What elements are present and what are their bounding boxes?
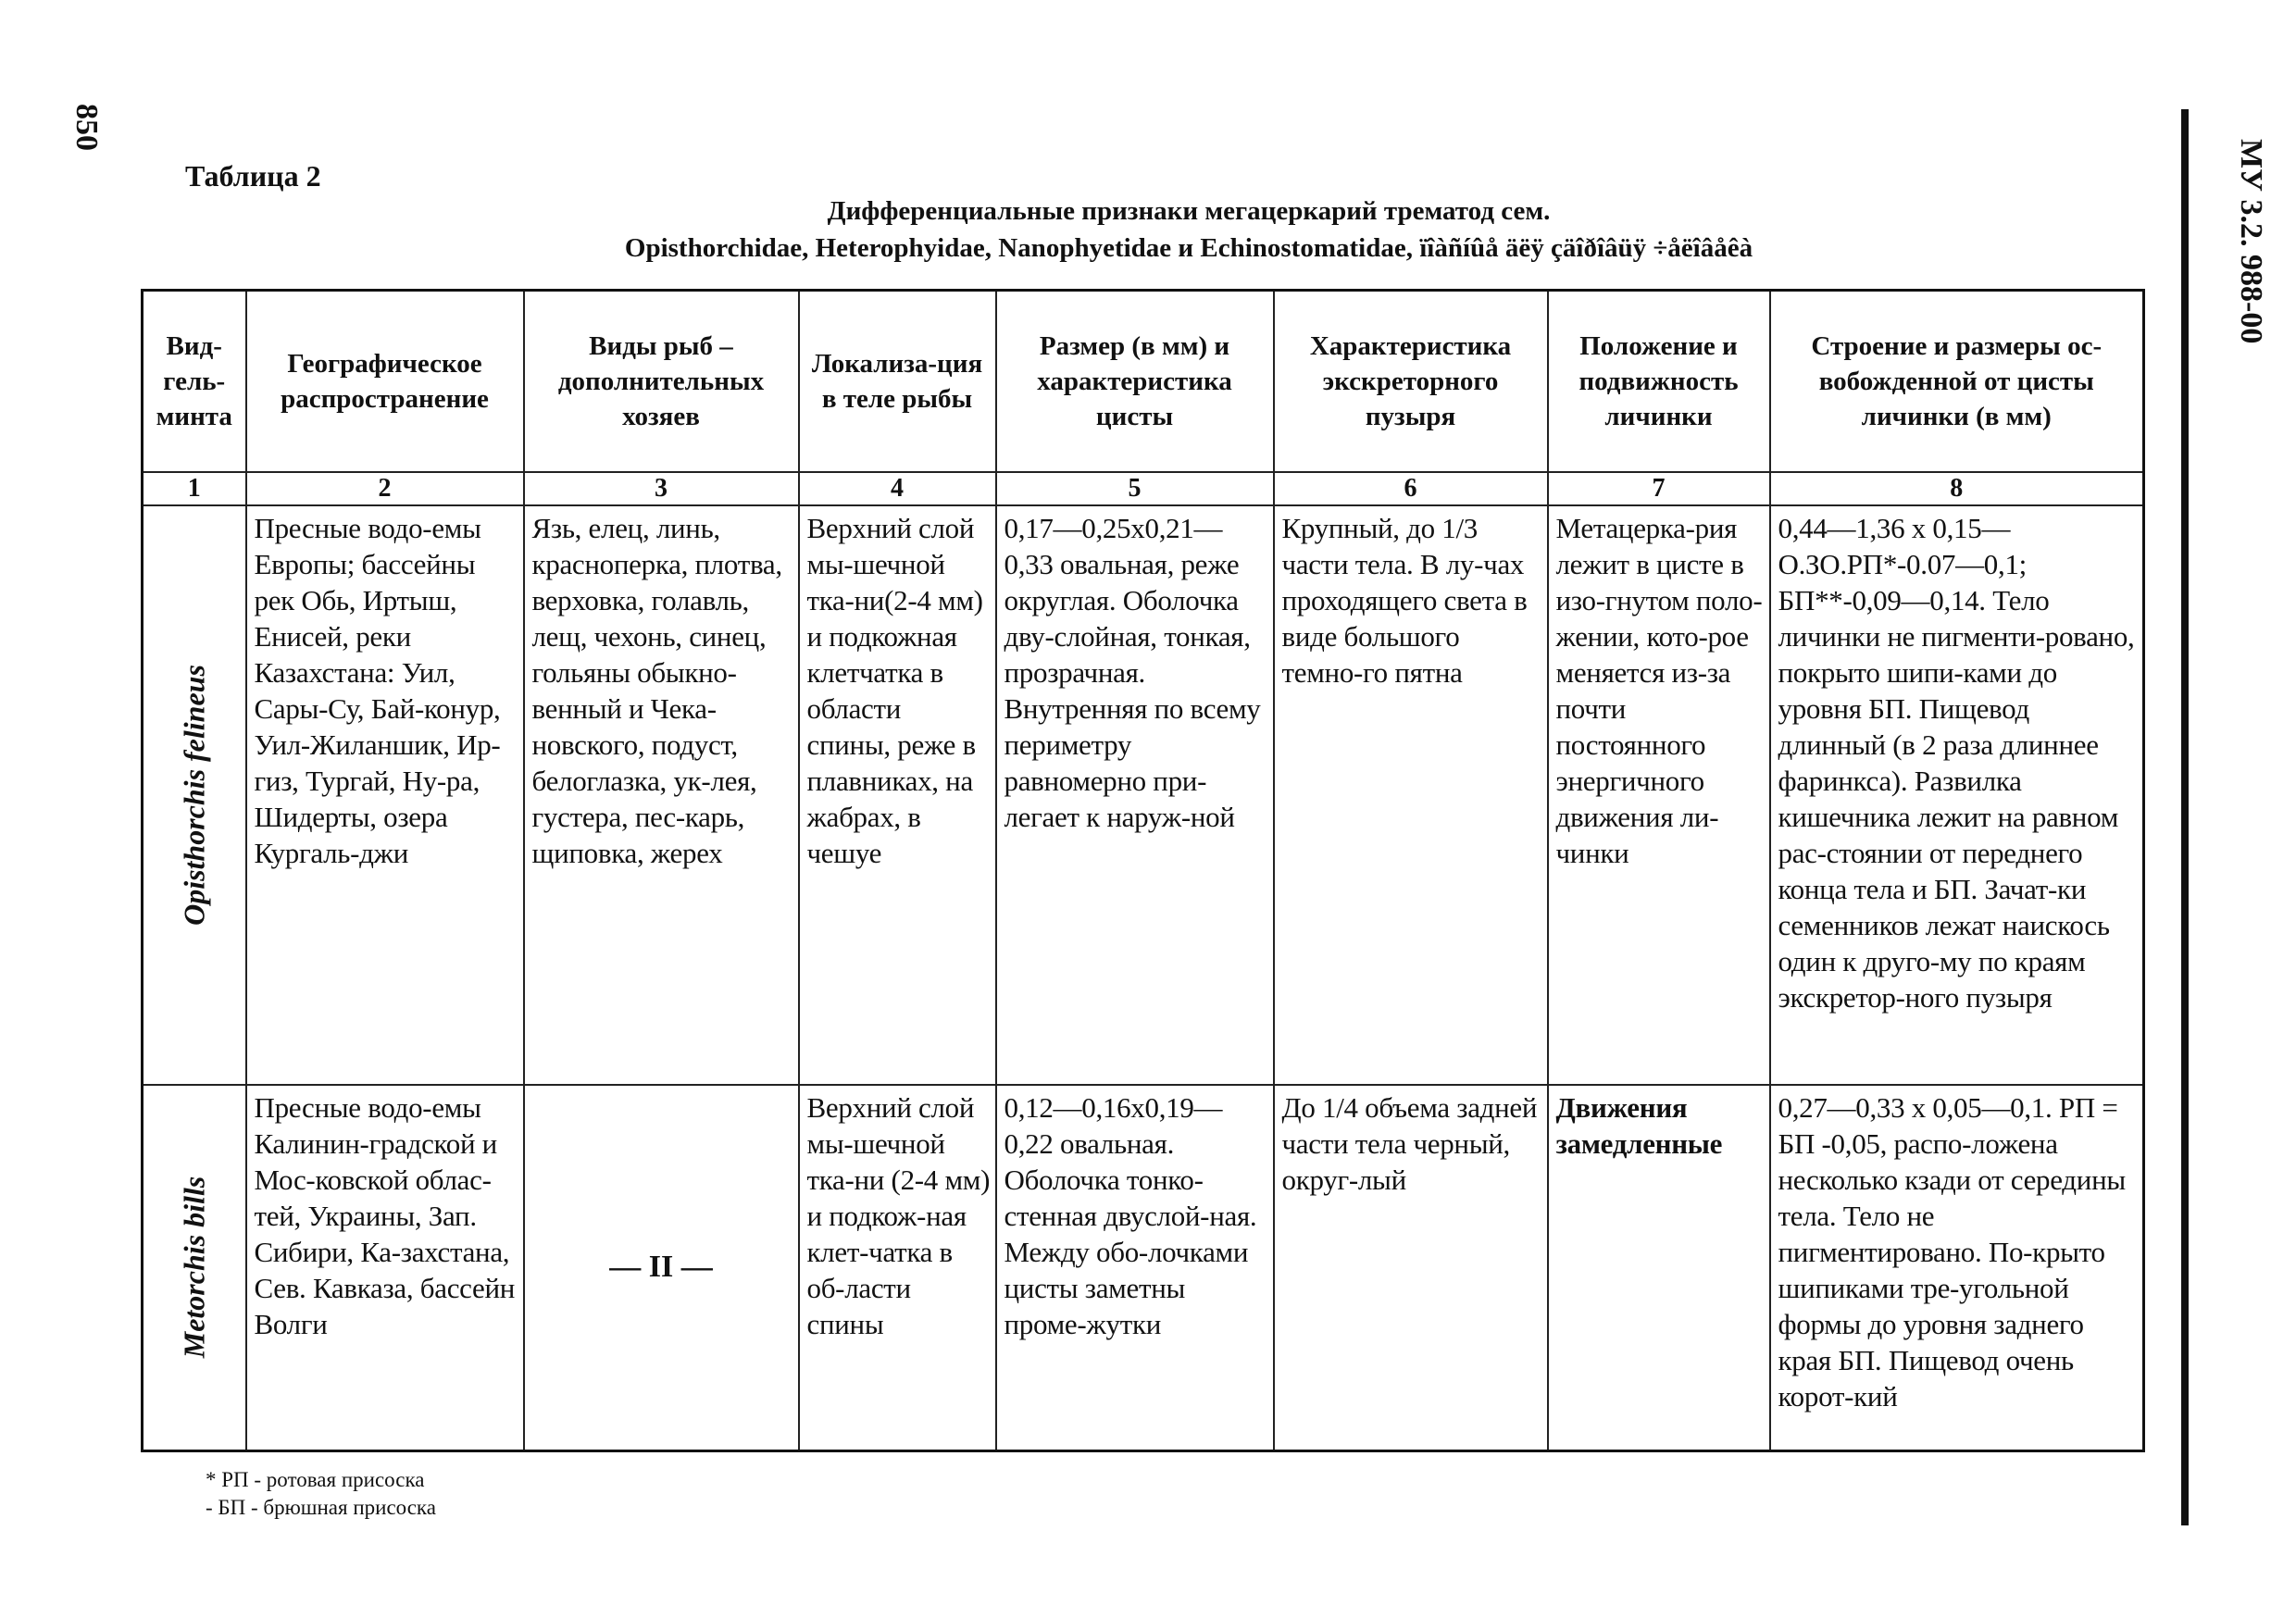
bladder-cell: До 1/4 объема задней части тела черный, округ-лый xyxy=(1274,1085,1548,1451)
margin-rule xyxy=(2181,109,2189,1525)
footnotes xyxy=(206,1466,436,1522)
header-cell: Характеристика экскреторного пузыря xyxy=(1274,291,1548,472)
column-number: 4 xyxy=(799,472,996,505)
geography-cell: Пресные водо-емы Европы; бассейны рек Обь, Иртыш, Енисей, реки Казахстана: Уил, Сары-Су, Бай-конур, Уил-Жиланшик, Ир-гиз, Тургай, Ну-ра, Шидерты, озера Кургаль-джи xyxy=(246,505,524,1085)
larva-position-cell: Метацерка-рия лежит в цисте в изо-гнутом поло-жении, кото-рое меняется из-за почти постоянного энергичного движения ли-чинки xyxy=(1548,505,1770,1085)
column-number: 3 xyxy=(524,472,799,505)
species-name: Metorchis bills xyxy=(177,1176,211,1359)
header-cell: Положение и подвижность личинки xyxy=(1548,291,1770,472)
species-name: Opisthorchis felineus xyxy=(177,664,211,926)
header-cell: Вид-гель-минта xyxy=(143,291,246,472)
footnote: - БП - брюшная присоска xyxy=(206,1496,436,1519)
column-number-row xyxy=(143,472,2144,505)
geography-cell: Пресные водо-емы Калинин-градской и Мос-ковской облас-тей, Украины, Зап. Сибири, Ка-захстана, Сев. Кавказа, бассейн Волги xyxy=(246,1085,524,1451)
header-cell: Локализа-ция в теле рыбы xyxy=(799,291,996,472)
cyst-cell: 0,12—0,16x0,19—0,22 овальная. Оболочка тонко-стенная двуслой-ная. Между обо-лочками цисты заметны проме-жутки xyxy=(996,1085,1274,1451)
column-number: 7 xyxy=(1548,472,1770,505)
footnote: * РП - ротовая присоска xyxy=(206,1468,425,1491)
header-cell: Строение и размеры ос-вобожденной от цисты личинки (в мм) xyxy=(1770,291,2144,472)
column-number: 8 xyxy=(1770,472,2144,505)
column-number: 1 xyxy=(143,472,246,505)
species-cell xyxy=(143,505,246,1085)
header-row xyxy=(143,291,2144,472)
fish-species-cell: Язь, елец, линь, красноперка, плотва, верховка, голавль, лещ, чехонь, синец, гольяны обыкно-венный и Чека-новского, подуст, белоглазка, ук-лея, густера, пес-карь, щиповка, жерех xyxy=(524,505,799,1085)
localization-cell: Верхний слой мы-шечной тка-ни(2-4 мм) и подкожная клетчатка в области спины, реже в плавниках, на жабрах, в чешуе xyxy=(799,505,996,1085)
larva-position-cell: Движения замедленные xyxy=(1548,1085,1770,1451)
header-cell: Виды рыб – дополнительных хозяев xyxy=(524,291,799,472)
column-number: 2 xyxy=(246,472,524,505)
table-title-line-1: Дифференциальные признаки мегацеркарий трематод сем. xyxy=(827,196,1551,226)
localization-cell: Верхний слой мы-шечной тка-ни (2-4 мм) и подкож-ная клет-чатка в об-ласти спины xyxy=(799,1085,996,1451)
larva-structure-cell: 0,27—0,33 x 0,05—0,1. РП = БП -0,05, распо-ложена несколько кзади от середины тела. Тело не пигментировано. По-крыто шипиками тре-угольной формы до уровня заднего края БП. Пищевод очень корот-кий xyxy=(1770,1085,2144,1451)
page-number: 850 xyxy=(69,104,104,151)
header-cell: Размер (в мм) и характеристика цисты xyxy=(996,291,1274,472)
larva-structure-cell: 0,44—1,36 x 0,15—О.ЗО.РП*-0.07—0,1; БП**-0,09—0,14. Тело личинки не пигменти-ровано, покрыто шипи-ками до уровня БП. Пищевод длинный (в 2 раза длиннее фаринкса). Развилка кишечника лежит на равном рас-стоянии от переднего конца тела и БП. Зачат-ки семенников лежат наискось один к друго-му по краям экскретор-ного пузыря xyxy=(1770,505,2144,1085)
column-number: 5 xyxy=(996,472,1274,505)
table-row xyxy=(143,1085,2144,1451)
cyst-cell: 0,17—0,25x0,21—0,33 овальная, реже округлая. Оболочка дву-слойная, тонкая, прозрачная. Внутренняя по всему периметру равномерно при-легает к наруж-ной xyxy=(996,505,1274,1085)
table-title-line-2: Opisthorchidae, Heterophyidae, Nanophyetidae и Echinostomatidae, ïîàñíûå äëÿ çäîðîâüÿ ÷åëîâåêà xyxy=(624,233,1753,263)
differential-features-table xyxy=(141,289,2145,1452)
table-label: Таблица 2 xyxy=(185,159,321,193)
ditto-mark-cell: — II — xyxy=(524,1085,799,1451)
header-cell: Географическое распространение xyxy=(246,291,524,472)
table-row xyxy=(143,505,2144,1085)
bladder-cell: Крупный, до 1/3 части тела. В лу-чах проходящего света в виде большого темно-го пятна xyxy=(1274,505,1548,1085)
document-code: МУ 3.2. 988-00 xyxy=(2234,139,2268,344)
species-cell xyxy=(143,1085,246,1451)
column-number: 6 xyxy=(1274,472,1548,505)
